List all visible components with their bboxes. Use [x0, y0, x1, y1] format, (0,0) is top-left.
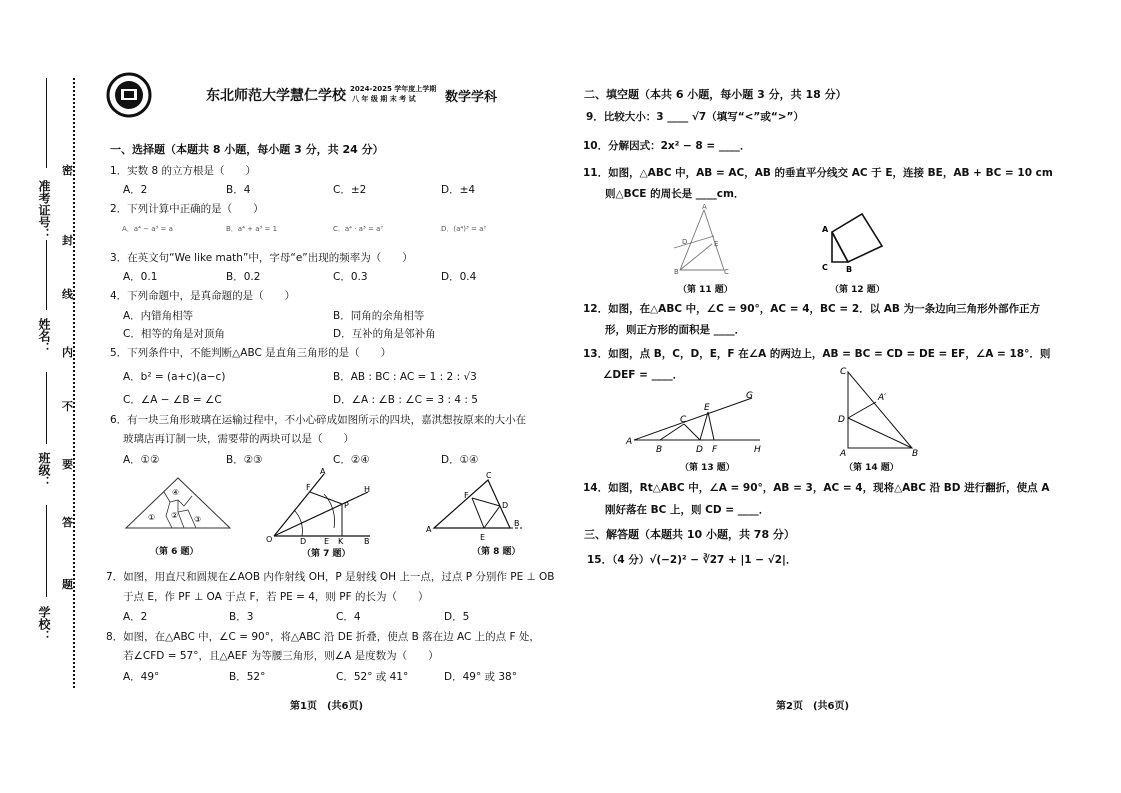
q5-option-a[interactable]: A．b² = (a+c)(a−c)	[123, 371, 226, 383]
q4-stem: 4．下列命题中，是真命题的是（ ）	[110, 290, 296, 302]
page-1-footer: 第1页 (共6页)	[290, 701, 364, 712]
fig13-label-f: F	[712, 445, 718, 455]
fig13-label-b: B	[656, 445, 663, 455]
school-field[interactable]	[46, 505, 48, 597]
figure-6	[122, 470, 234, 532]
q2-option-a[interactable]: A．a⁴ − a³ = a	[122, 225, 173, 233]
fig6-piece-2: ②	[171, 511, 179, 520]
q7-stem-line-1: 7．如图，用直尺和圆规在∠AOB 内作射线 OH，P 是射线 OH 上一点，过点 P 分别作 PE ⊥ OB	[106, 571, 555, 583]
school-logo	[106, 72, 152, 121]
term-line-2: 八 年 级 期 末 考 试	[352, 95, 416, 103]
q8-stem-line-2: 若∠CFD = 57°，且△AEF 为等腰三角形，则∠A 是度数为（ ）	[123, 650, 439, 662]
q11-stem-line-1: 11．如图，△ABC 中，AB = AC，AB 的垂直平分线交 AC 于 E，连接 BE，AB + BC = 10 cm	[583, 167, 1053, 179]
fig13-label-g: G	[746, 391, 753, 401]
section-1-title: 一、选择题（本题共 8 小题，每小题 3 分，共 24 分）	[110, 143, 384, 156]
q7-option-a[interactable]: A．2	[123, 611, 148, 623]
figure-11-caption: （第 11 题）	[678, 285, 733, 295]
fig8-label-e: E	[480, 533, 486, 542]
q6-stem-line-1: 6．有一块三角形玻璃在运输过程中，不小心碎成如图所示的四块，嘉淇想按原来的大小在	[110, 414, 527, 426]
q9-stem: 9．比较大小：3 ____ √7（填写“<”或“>”）	[586, 111, 804, 123]
q13-stem-line-1: 13．如图，点 B，C，D，E，F 在∠A 的两边上，AB = BC = CD = DE = EF，∠A = 18°．则	[583, 348, 1051, 360]
fig8-label-b: B	[514, 519, 520, 528]
q14-stem-line-1: 14．如图，Rt△ABC 中，∠A = 90°，AB = 3，AC = 4，现将△ABC 沿 BD 进行翻折，使点 A	[583, 482, 1050, 494]
q7-option-d[interactable]: D．5	[444, 611, 470, 623]
fig12-label-a: A	[822, 225, 829, 234]
seal-char-5: 不	[62, 400, 73, 413]
q8-stem-line-1: 8．如图，在△ABC 中，∠C = 90°，将△ABC 沿 DE 折叠，使点 B 落在边 AC 上的点 F 处，	[106, 631, 540, 643]
q3-option-a[interactable]: A．0.1	[123, 271, 158, 283]
label-name: 姓名：	[37, 318, 51, 354]
label-school: 学校：	[37, 606, 51, 642]
q1-stem: 1．实数 8 的立方根是（ ）	[110, 165, 257, 177]
q4-option-c[interactable]: C．相等的角是对顶角	[123, 328, 225, 340]
term-line-1: 2024-2025 学年度上学期	[350, 85, 437, 93]
figure-13-caption: （第 13 题）	[680, 463, 735, 473]
fig7-label-e: E	[324, 537, 330, 546]
figure-11	[668, 204, 744, 278]
q3-stem: 3．在英文句“We like math”中，字母“e”出现的频率为（ ）	[110, 252, 413, 264]
q4-option-b[interactable]: B．同角的余角相等	[333, 310, 425, 322]
q6-option-d[interactable]: D．①④	[441, 454, 479, 466]
figure-13	[624, 386, 774, 458]
fig8-label-a: A	[426, 525, 432, 534]
fig11-label-b: B	[674, 268, 679, 276]
fig14-label-b: B	[912, 449, 919, 458]
fig8-label-c: C	[486, 471, 492, 480]
q6-option-a[interactable]: A．①②	[123, 454, 160, 466]
figure-8-caption: （第 8 题）	[472, 547, 521, 557]
q5-option-d[interactable]: D．∠A : ∠B : ∠C = 3 : 4 : 5	[333, 394, 478, 406]
figure-7	[264, 466, 374, 546]
q10-stem: 10．分解因式：2x² − 8 = ____．	[583, 140, 751, 152]
q5-stem: 5．下列条件中，不能判断△ABC 是直角三角形的是（ ）	[110, 347, 392, 359]
q7-option-c[interactable]: C．4	[336, 611, 361, 623]
fig14-label-a: A	[840, 449, 847, 458]
q1-option-a[interactable]: A．2	[123, 184, 148, 196]
fig11-label-d: D	[682, 238, 688, 246]
q5-option-b[interactable]: B．AB : BC : AC = 1 : 2 : √3	[333, 371, 477, 383]
q8-option-d[interactable]: D．49° 或 38°	[444, 671, 517, 683]
q1-option-c[interactable]: C．±2	[333, 184, 367, 196]
q7-stem-line-2: 于点 E，作 PF ⊥ OA 于点 F，若 PE = 4，则 PF 的长为（ ）	[123, 591, 429, 603]
q3-option-d[interactable]: D．0.4	[441, 271, 477, 283]
figure-8	[424, 468, 528, 544]
fig13-label-d: D	[696, 445, 703, 455]
section-3-title: 三、解答题（本题共 10 小题，共 78 分）	[584, 528, 795, 541]
seal-char-2: 封	[62, 234, 73, 247]
q6-option-c[interactable]: C．②④	[333, 454, 370, 466]
q7-option-b[interactable]: B．3	[229, 611, 254, 623]
fig7-label-k: K	[338, 537, 344, 546]
q8-option-c[interactable]: C．52° 或 41°	[336, 671, 409, 683]
page-2-footer: 第2页 (共6页)	[776, 701, 850, 712]
fig8-label-f: F	[464, 491, 469, 500]
q5-option-c[interactable]: C．∠A − ∠B = ∠C	[123, 394, 222, 406]
subject-title: 数学学科	[445, 90, 498, 105]
school-name: 东北师范大学慧仁学校	[206, 88, 346, 104]
q12-stem-line-2: 形，则正方形的面积是 ____．	[605, 324, 746, 336]
class-field[interactable]	[46, 372, 48, 444]
fig7-label-f: F	[306, 483, 311, 492]
figure-6-caption: （第 6 题）	[150, 547, 199, 557]
fig7-label-p: P	[344, 501, 349, 510]
q11-stem-line-2: 则△BCE 的周长是 ____cm．	[605, 188, 745, 200]
q2-option-b[interactable]: B．a⁴ + a³ = 1	[226, 225, 278, 233]
fig7-label-a: A	[320, 467, 326, 476]
seal-char-4: 内	[62, 346, 73, 359]
section-2-title: 二、填空题（本共 6 小题，每小题 3 分，共 18 分）	[584, 88, 847, 101]
q2-option-d[interactable]: D．(a⁴)³ = a⁷	[441, 225, 487, 233]
fig11-label-a: A	[702, 204, 707, 211]
fig11-label-e: E	[714, 240, 719, 248]
q3-option-c[interactable]: C．0.3	[333, 271, 368, 283]
q8-option-a[interactable]: A．49°	[123, 671, 160, 683]
q2-option-c[interactable]: C．a⁴ · a³ = a⁷	[333, 225, 384, 233]
q1-option-b[interactable]: B．4	[226, 184, 251, 196]
fig14-label-d: D	[838, 415, 845, 425]
q14-stem-line-2: 刚好落在 BC 上，则 CD = ____．	[605, 504, 770, 516]
fig7-label-h: H	[364, 485, 371, 494]
fig13-label-c: C	[680, 415, 687, 425]
q13-stem-line-2: ∠DEF = ____．	[603, 369, 684, 381]
q2-stem: 2．下列计算中正确的是（ ）	[110, 203, 264, 215]
figure-12	[818, 206, 898, 278]
seal-char-7: 答	[62, 516, 73, 529]
figure-14	[836, 364, 926, 458]
fig13-label-e: E	[704, 403, 710, 413]
q3-option-b[interactable]: B．0.2	[226, 271, 261, 283]
fig7-label-b: B	[364, 537, 370, 546]
seal-char-1: 密	[62, 164, 73, 177]
seal-char-8: 题	[62, 578, 73, 591]
seal-char-6: 要	[62, 458, 73, 471]
fig12-label-c: C	[822, 263, 828, 272]
fig12-label-b: B	[846, 265, 853, 274]
dotted-line-left	[73, 78, 75, 688]
label-class: 班级：	[37, 452, 51, 488]
q6-stem-line-2: 玻璃店再订制一块，需要带的两块可以是（ ）	[123, 433, 354, 445]
q8-option-b[interactable]: B．52°	[229, 671, 266, 683]
q6-option-b[interactable]: B．②③	[226, 454, 263, 466]
fig13-label-a: A	[626, 437, 633, 447]
q4-option-a[interactable]: A．内错角相等	[123, 310, 194, 322]
fig6-piece-4: ④	[172, 488, 180, 497]
name-field[interactable]	[46, 240, 48, 310]
fig7-label-o: O	[266, 535, 273, 544]
fig11-label-c: C	[724, 268, 729, 276]
fig7-label-d: D	[300, 537, 307, 546]
q15-stem: 15．（4 分）√(−2)² − ∛27 + |1 − √2|．	[587, 554, 797, 566]
q1-option-d[interactable]: D．±4	[441, 184, 476, 196]
fig14-label-c: C	[840, 367, 847, 377]
fig13-label-h: H	[754, 445, 761, 455]
fig6-piece-3: ③	[194, 515, 202, 524]
figure-7-caption: （第 7 题）	[302, 549, 351, 559]
fig6-piece-1: ①	[148, 513, 156, 522]
figure-12-caption: （第 12 题）	[830, 285, 885, 295]
figure-14-caption: （第 14 题）	[844, 463, 899, 473]
label-exam-number: 准考证号：	[37, 180, 51, 240]
fig14-label-a-prime: A′	[878, 393, 887, 403]
exam-number-field[interactable]	[46, 78, 48, 168]
q12-stem-line-1: 12．如图，在△ABC 中，∠C = 90°，AC = 4，BC = 2．以 AB 为一条边向三角形外部作正方	[583, 303, 1041, 315]
q4-option-d[interactable]: D．互补的角是邻补角	[333, 328, 436, 340]
fig8-label-d: D	[502, 501, 509, 510]
seal-char-3: 线	[62, 288, 73, 301]
